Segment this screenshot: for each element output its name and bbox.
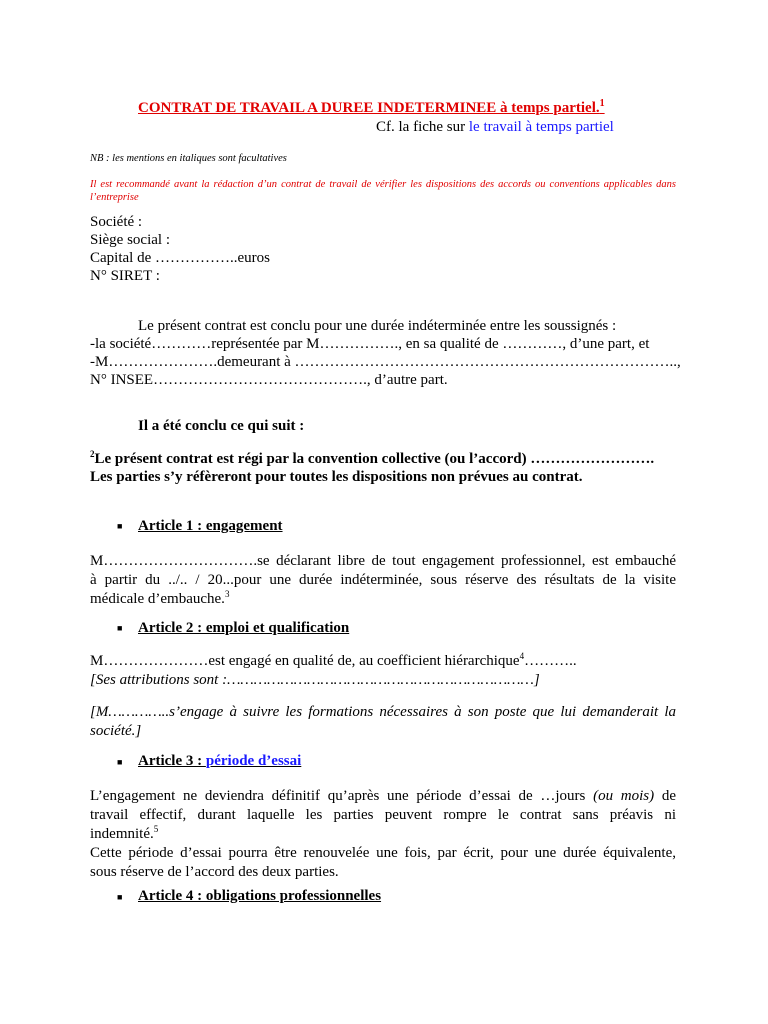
article-3-heading: Article 3 : période d’essai	[138, 753, 302, 769]
nb-note: NB : les mentions en italiques sont facultatives	[90, 153, 287, 164]
company-capital: Capital de ……………..euros	[90, 250, 270, 266]
bullet-icon: ■	[117, 521, 123, 531]
recommendation-note: Il est recommandé avant la rédaction d’un contrat de travail de vérifier les dispositions des accords ou conventions applicables dans l’entreprise	[90, 179, 676, 203]
company-siret: N° SIRET :	[90, 268, 160, 284]
company-societe: Société :	[90, 214, 143, 230]
parties-intro: Le présent contrat est conclu pour une durée indéterminée entre les soussignés :	[138, 318, 617, 334]
article-3-line: sous réserve de l’accord des deux parties.	[90, 864, 339, 880]
convention-line-1: $^2$Le présent contrat est régi par la convention collective (ou l’accord) …………………….	[90, 449, 655, 467]
company-siege: Siège social :	[90, 232, 170, 248]
bullet-icon: ■	[117, 892, 123, 902]
convention-line-2: Les parties s’y réfèreront pour toutes les dispositions non prévues au contrat.	[90, 469, 583, 485]
article-3-line: indemnité.$^5$	[90, 824, 159, 842]
parties-employee: -M………………….demeurant à …………………………………………………………………..,	[90, 354, 681, 370]
article-3-line: Cette période d’essai pourra être renouvelée une fois, par écrit, pour une durée équivalente,	[90, 845, 676, 861]
periode-essai-link[interactable]: période d’essai	[205, 753, 302, 769]
article-4-heading: Article 4 : obligations professionnelles	[138, 888, 382, 904]
article-2-line: [Ses attributions sont :……………………………………………………………]	[90, 672, 540, 688]
article-2-line: M…………………est engagé en qualité de, au coefficient hiérarchique$^4$………..	[90, 651, 577, 669]
cf-reference: Cf. la fiche sur le travail à temps partiel	[376, 119, 614, 135]
article-2-formation	[90, 703, 676, 741]
footnote-marker: 5	[153, 824, 159, 834]
article-1-heading: Article 1 : engagement	[138, 518, 283, 534]
article-1-line: à partir du ../.. / 20...pour une durée indéterminée, sous réserve des résultats de la visite	[90, 572, 676, 588]
footnote-marker: 2	[90, 449, 95, 459]
article-3-line: L’engagement ne deviendra définitif qu’après une période d’essai de …jours (ou mois) de	[90, 788, 676, 804]
article-2-line: [M…………..s’engage à suivre les formations nécessaires à son poste que lui demanderait la	[90, 704, 676, 720]
article-3-text	[90, 787, 676, 882]
article-1-line: M………………………….se déclarant libre de tout engagement professionnel, est embauché	[90, 553, 676, 569]
footnote-marker: 1	[599, 98, 605, 109]
cf-link[interactable]: le travail à temps partiel	[468, 119, 614, 135]
document-title: CONTRAT DE TRAVAIL A DUREE INDETERMINEE à temps partiel.$^1$	[138, 98, 605, 116]
parties-insee: N° INSEE……………………………………., d’autre part.	[90, 372, 448, 388]
article-2-heading: Article 2 : emploi et qualification	[138, 620, 350, 636]
article-2-line: société.]	[90, 723, 142, 739]
bullet-icon: ■	[117, 757, 123, 767]
article-3-line: travail effectif, durant laquelle les parties peuvent rompre le contrat sans préavis ni	[90, 807, 676, 823]
parties-societe: -la société…………représentée par M……………., en sa qualité de …………, d’une part, et	[90, 336, 650, 352]
footnote-marker: 4	[519, 651, 525, 661]
article-1-text	[90, 552, 676, 609]
article-2-text	[90, 652, 676, 690]
bullet-icon: ■	[117, 623, 123, 633]
footnote-marker: 3	[224, 589, 230, 599]
conclu-heading: Il a été conclu ce qui suit :	[138, 418, 305, 434]
article-1-line: médicale d’embauche.$^3$	[90, 589, 230, 607]
